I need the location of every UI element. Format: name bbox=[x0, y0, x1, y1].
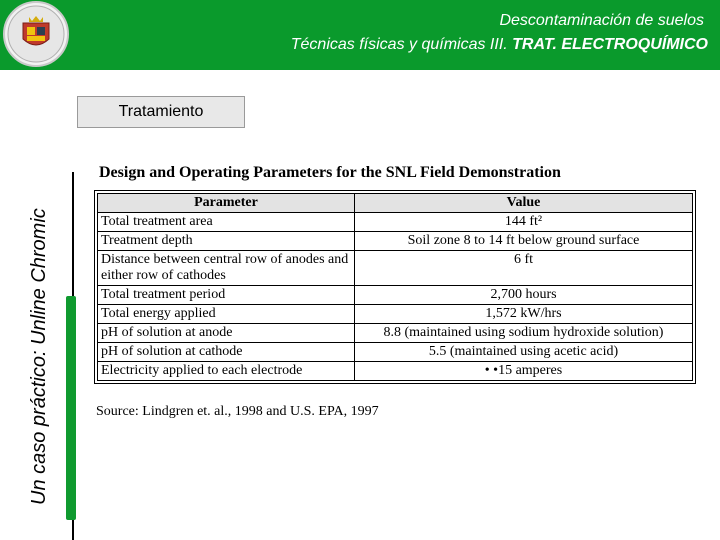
value-cell: 144 ft² bbox=[355, 213, 693, 232]
parameter-cell: Distance between central row of anodes and either row of cathodes bbox=[98, 251, 355, 286]
value-cell: 8.8 (maintained using sodium hydroxide solution) bbox=[355, 324, 693, 343]
table-row bbox=[98, 232, 693, 251]
table-row bbox=[98, 305, 693, 324]
table-row bbox=[98, 251, 693, 286]
value-cell: 6 ft bbox=[355, 251, 693, 286]
value-cell: • •15 amperes bbox=[355, 362, 693, 381]
course-subtitle bbox=[291, 36, 708, 54]
column-header-value: Value bbox=[355, 194, 693, 213]
table-row bbox=[98, 343, 693, 362]
table-row bbox=[98, 286, 693, 305]
value-cell: 2,700 hours bbox=[355, 286, 693, 305]
course-title: Descontaminación de suelos bbox=[499, 12, 704, 29]
parameter-cell: Treatment depth bbox=[98, 232, 355, 251]
source-citation: Source: Lindgren et. al., 1998 and U.S. EPA, 1997 bbox=[96, 404, 379, 419]
parameter-cell: Electricity applied to each electrode bbox=[98, 362, 355, 381]
section-tab[interactable]: Tratamiento bbox=[77, 96, 245, 128]
table-row bbox=[98, 324, 693, 343]
parameter-cell: Total energy applied bbox=[98, 305, 355, 324]
table-row bbox=[98, 362, 693, 381]
document-title: Design and Operating Parameters for the SNL Field Demonstration bbox=[99, 164, 561, 181]
value-cell: Soil zone 8 to 14 ft below ground surface bbox=[355, 232, 693, 251]
university-crest-icon bbox=[3, 1, 69, 67]
parameters-table-frame bbox=[94, 190, 696, 384]
parameter-cell: pH of solution at cathode bbox=[98, 343, 355, 362]
parameters-table bbox=[97, 193, 693, 381]
side-title: Un caso práctico: Unline Chromic bbox=[28, 208, 50, 505]
table-header-row bbox=[98, 194, 693, 213]
parameter-cell: Total treatment period bbox=[98, 286, 355, 305]
subtitle-prefix: Técnicas físicas y químicas III. bbox=[290, 36, 513, 53]
value-cell: 1,572 kW/hrs bbox=[355, 305, 693, 324]
subtitle-topic: TRAT. ELECTROQUÍMICO bbox=[512, 36, 708, 53]
header-bar bbox=[0, 0, 720, 70]
table-row bbox=[98, 213, 693, 232]
parameter-cell: Total treatment area bbox=[98, 213, 355, 232]
column-header-parameter: Parameter bbox=[98, 194, 355, 213]
parameter-cell: pH of solution at anode bbox=[98, 324, 355, 343]
value-cell: 5.5 (maintained using acetic acid) bbox=[355, 343, 693, 362]
green-accent-bar bbox=[66, 296, 76, 520]
